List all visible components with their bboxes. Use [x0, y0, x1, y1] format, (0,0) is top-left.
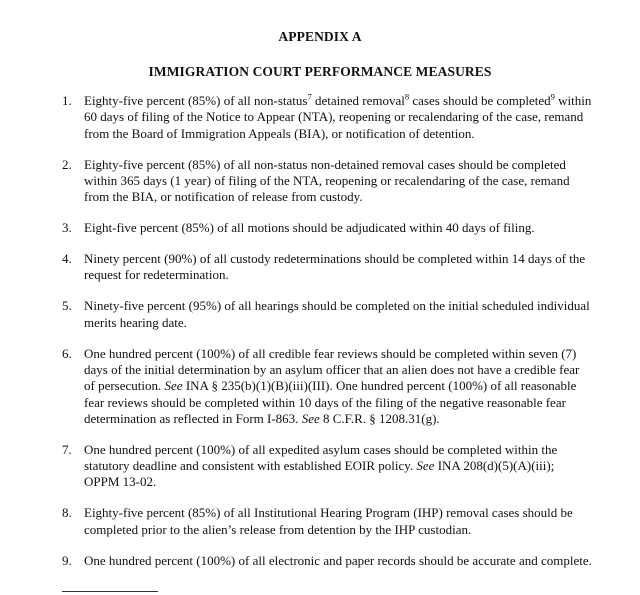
- measure-text-segment: INA 208(d)(5)(A)(iii); OPPM 13-02.: [84, 458, 555, 490]
- performance-measure-item: [62, 298, 592, 331]
- footnote-marker: 8: [404, 91, 410, 102]
- performance-measure-item: [62, 553, 592, 569]
- footnote-marker: 7: [307, 91, 312, 102]
- measure-text-segment: Eight-five percent (85%) of all motions should be adjudicated within 40 days of filing.: [84, 220, 535, 236]
- measure-text-segment: Ninety percent (90%) of all custody redeterminations should be completed within 14 days of the request for redetermination.: [84, 251, 586, 283]
- section-title: IMMIGRATION COURT PERFORMANCE MEASURES: [148, 64, 492, 79]
- performance-measure-item: [62, 93, 592, 142]
- measure-text: [84, 220, 592, 236]
- performance-measures-list: [62, 93, 592, 584]
- measure-text-segment: Ninety-five percent (95%) of all hearings should be completed on the initial scheduled individual merits hearing date.: [84, 298, 590, 330]
- measure-text-segment: within 60 days of filing of the Notice to Appear (NTA), reopening or recalendaring of the case, remand from the Board of Immigration Appeals (BIA), or notification of detention.: [84, 93, 592, 141]
- measure-text: [84, 442, 592, 491]
- measure-text-segment: Eighty-five percent (85%) of all non-status non-detained removal cases should be completed within 365 days (1 year) of filing of the NTA, reopening or recalendaring of the case, remand from the BIA, or notification of release from custody.: [84, 156, 570, 205]
- measure-text-segment: One hundred percent (100%) of all expedited asylum cases should be completed within the statutory deadline and consistent with established EOIR policy.: [84, 441, 558, 474]
- measure-text: [84, 157, 592, 206]
- measure-text: [84, 298, 592, 331]
- measure-text: [84, 505, 592, 538]
- measure-number: 5.: [62, 298, 72, 314]
- performance-measure-item: [62, 505, 592, 538]
- performance-measure-item: [62, 220, 592, 236]
- citation-signal: See: [301, 410, 320, 426]
- performance-measure-item: [62, 442, 592, 491]
- citation-signal: See: [164, 378, 183, 394]
- measure-number: 2.: [62, 156, 72, 172]
- measure-text: [84, 346, 592, 427]
- measure-text: [84, 93, 592, 142]
- measure-text-segment: One hundred percent (100%) of all electronic and paper records should be accurate and complete.: [84, 552, 592, 568]
- measure-number: 8.: [62, 505, 72, 521]
- measure-text: [84, 553, 592, 569]
- measure-text-segment: Eighty-five percent (85%) of all Institutional Hearing Program (IHP) removal cases should be completed prior to the alien’s release from detention by the IHP custodian.: [84, 505, 573, 537]
- measure-number: 9.: [62, 552, 72, 568]
- measure-number: 4.: [62, 251, 72, 267]
- measure-text-segment: 8 C.F.R. § 1208.31(g).: [319, 410, 440, 426]
- measure-text-segment: detained removal: [311, 93, 405, 108]
- footnote-marker: 9: [550, 91, 555, 102]
- footnote-separator: [62, 591, 158, 592]
- performance-measure-item: [62, 157, 592, 206]
- measure-number: 1.: [62, 93, 72, 108]
- measure-number: 6.: [62, 345, 72, 361]
- measure-number: 3.: [62, 220, 72, 236]
- measure-number: 7.: [62, 441, 72, 457]
- measure-text: [84, 251, 592, 284]
- appendix-title: APPENDIX A: [278, 29, 362, 44]
- performance-measure-item: [62, 346, 592, 427]
- citation-signal: See: [416, 458, 435, 474]
- measure-text-segment: cases should be completed: [409, 93, 551, 108]
- measure-text-segment: INA § 235(b)(1)(B)(iii)(III). One hundred percent (100%) of all reasonable fear reviews should be completed within 10 days of the filing of the negative reasonable fear determination as reflected in Form I-863.: [84, 378, 577, 426]
- performance-measure-item: [62, 251, 592, 284]
- measure-text-segment: Eighty-five percent (85%) of all non-status: [84, 93, 308, 108]
- measure-text-segment: One hundred percent (100%) of all credible fear reviews should be completed within seven (7) days of the initial determination by an asylum officer that an alien does not have a credible fear of persecution.: [84, 345, 580, 394]
